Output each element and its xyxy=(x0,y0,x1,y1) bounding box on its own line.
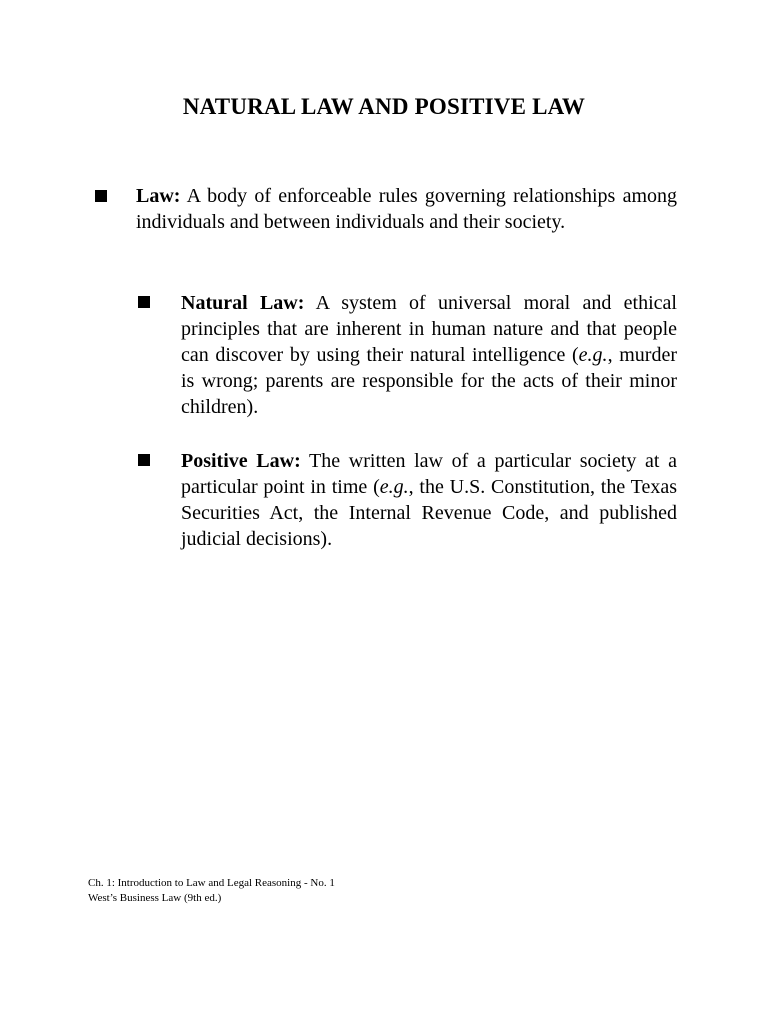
footer-chapter-line: Ch. 1: Introduction to Law and Legal Reasoning - No. 1 xyxy=(88,877,335,889)
square-bullet-icon xyxy=(95,190,107,202)
page-footer xyxy=(88,876,335,906)
term-law: Law: xyxy=(136,185,181,207)
positive-law-definition xyxy=(181,448,677,552)
square-bullet-icon xyxy=(138,454,150,466)
positive-law-eg: e.g. xyxy=(379,476,409,498)
footer-book-line: West’s Business Law (9th ed.) xyxy=(88,892,222,904)
term-natural-law: Natural Law: xyxy=(181,292,305,314)
natural-law-text-after: , murder is wrong; parents are responsible for the acts of their minor children). xyxy=(181,344,677,418)
law-definition xyxy=(136,183,677,235)
natural-law-definition xyxy=(181,290,677,420)
law-definition-text: A body of enforceable rules governing relationships among individuals and between individuals and their society. xyxy=(136,185,677,233)
natural-law-text-before: A system of universal moral and ethical principles that are inherent in human nature and that people can discover by using their natural intelligence ( xyxy=(181,292,677,366)
positive-law-text-before: The written law of a particular society at a particular point in time ( xyxy=(181,450,677,498)
square-bullet-icon xyxy=(138,296,150,308)
positive-law-text-after: , the U.S. Constitution, the Texas Securities Act, the Internal Revenue Code, and published judicial decisions). xyxy=(181,476,677,550)
natural-law-eg: e.g. xyxy=(578,344,608,366)
page-title: NATURAL LAW AND POSITIVE LAW xyxy=(182,94,586,119)
term-positive-law: Positive Law: xyxy=(181,450,301,472)
